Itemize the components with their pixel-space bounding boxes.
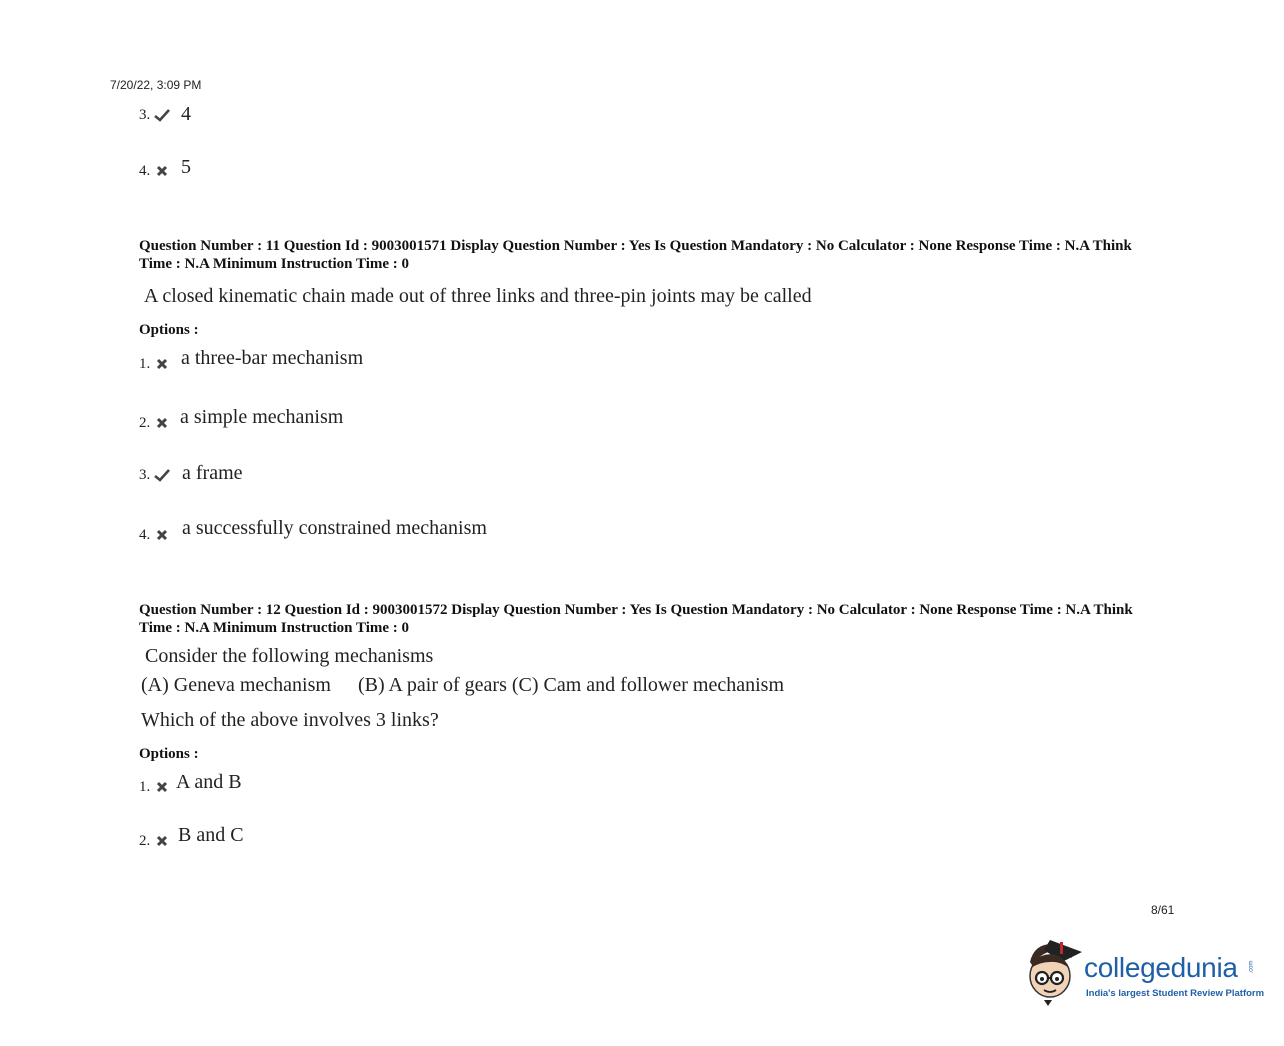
option-number: 3. <box>139 107 151 123</box>
logo-wordmark: collegedunia <box>1084 952 1238 983</box>
option-row <box>139 526 170 544</box>
option-row <box>139 162 170 180</box>
option-number: 1. <box>139 779 151 795</box>
option-text: a simple mechanism <box>180 406 344 428</box>
logo-tagline: India's largest Student Review Platform <box>1086 988 1265 999</box>
question-text: A closed kinematic chain made out of three links and three-pin joints may be called <box>144 285 812 307</box>
print-timestamp: 7/20/22, 3:09 PM <box>110 78 202 92</box>
option-number: 2. <box>139 415 151 431</box>
question-text-line: (B) A pair of gears (C) Cam and follower mechanism <box>358 674 784 696</box>
options-label: Options : <box>139 746 199 762</box>
cross-mark-icon <box>154 416 170 430</box>
option-text: 4 <box>181 103 191 125</box>
question-text-line: (A) Geneva mechanism <box>141 674 331 696</box>
cross-mark-icon <box>154 780 170 794</box>
collegedunia-logo <box>1024 938 1265 1008</box>
cross-mark-icon <box>154 357 170 371</box>
option-row <box>139 355 170 373</box>
option-number: 1. <box>139 356 151 372</box>
option-row <box>139 414 170 432</box>
question-text-line: Consider the following mechanisms <box>145 645 434 667</box>
option-row <box>139 778 170 796</box>
option-text: A and B <box>176 771 242 793</box>
option-text: a frame <box>182 462 243 484</box>
option-text: 5 <box>181 156 191 178</box>
cross-mark-icon <box>154 164 170 178</box>
option-number: 3. <box>139 467 151 483</box>
cross-mark-icon <box>154 528 170 542</box>
options-label: Options : <box>139 322 199 338</box>
check-mark-icon <box>154 468 170 482</box>
option-row <box>139 466 170 484</box>
question-meta: Question Number : 11 Question Id : 9003001571 Display Question Number : Yes Is Question Mandatory : No Calculator : None Response Time : N.A Think Time : N.A Minimum Instruction Time : 0 <box>139 238 1132 272</box>
option-number: 4. <box>139 163 151 179</box>
question-text-line: Which of the above involves 3 links? <box>141 709 439 731</box>
page-number: 8/61 <box>1151 903 1175 917</box>
cross-mark-icon <box>154 834 170 848</box>
option-row <box>139 106 170 124</box>
logo-domain: .com <box>1248 960 1255 974</box>
option-number: 4. <box>139 527 151 543</box>
option-text: a successfully constrained mechanism <box>182 517 487 539</box>
question-meta: Question Number : 12 Question Id : 9003001572 Display Question Number : Yes Is Question Mandatory : No Calculator : None Response Time : N.A Think Time : N.A Minimum Instruction Time : 0 <box>139 602 1133 636</box>
option-number: 2. <box>139 833 151 849</box>
mascot-icon <box>1024 938 1086 1008</box>
option-text: a three-bar mechanism <box>181 347 364 369</box>
check-mark-icon <box>154 108 170 122</box>
option-row <box>139 832 170 850</box>
option-text: B and C <box>178 824 244 846</box>
